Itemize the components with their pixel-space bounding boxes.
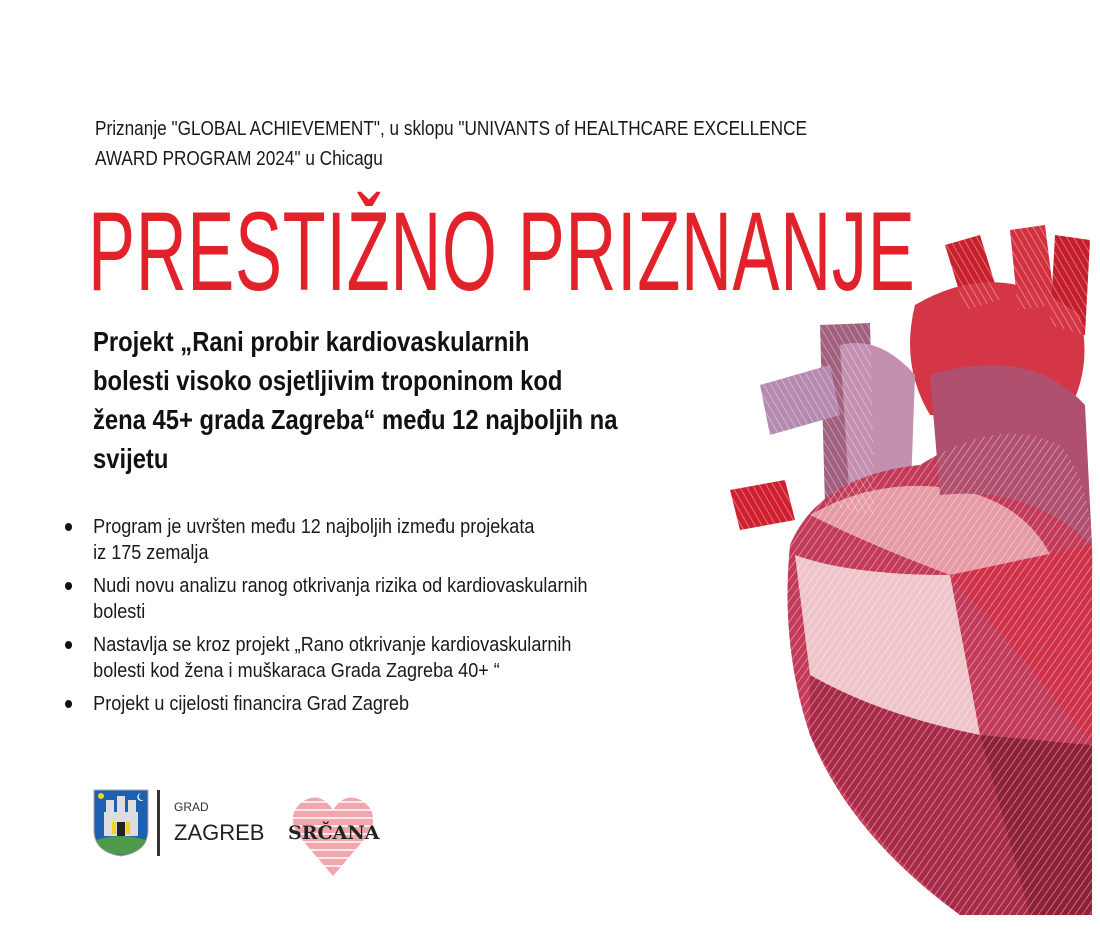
embroidered-heart-illustration [700,215,1095,915]
bullet-text: iz 175 zemalja [93,541,209,564]
subtitle-line: svijetu [93,443,169,474]
bullet-icon [65,641,72,649]
bullet-text: Nastavlja se kroz projekt „Rano otkrivanje kardiovaskularnih [93,633,572,656]
logo-zagreb-text: ZAGREB [174,820,265,845]
bullet-icon [65,700,72,708]
bullet-icon [65,523,72,531]
intro-line: Priznanje "GLOBAL ACHIEVEMENT", u sklopu "UNIVANTS of HEALTHCARE EXCELLENCE [95,118,807,140]
bullet-list [65,514,588,724]
award-intro [95,114,807,174]
bullet-text: Program je uvršten među 12 najboljih između projekata [93,515,535,538]
bullet-text: Projekt u cijelosti financira Grad Zagreb [93,692,410,715]
zagreb-coat-of-arms-icon [92,788,150,858]
list-item [65,573,588,625]
subtitle-line: bolesti visoko osjetljivim troponinom kod [93,365,563,396]
logo-grad-text: GRAD [174,800,209,814]
list-item [65,691,588,717]
list-item [65,514,588,566]
logos [92,788,412,888]
list-item [65,632,588,684]
logo-divider [157,790,160,856]
bullet-text: bolesti [93,600,146,623]
subtitle-line: žena 45+ grada Zagreba“ među 12 najboljih na [93,404,618,435]
subtitle-line: Projekt „Rani probir kardiovaskularnih [93,326,530,357]
bullet-text: bolesti kod žena i muškaraca Grada Zagreba 40+ “ [93,659,500,682]
project-subtitle [93,322,617,478]
srcana-logo-text: SRČANA [288,822,380,844]
page-title: PRESTIŽNO PRIZNANJE [88,189,916,314]
bullet-icon [65,582,72,590]
intro-line: AWARD PROGRAM 2024" u Chicagu [95,148,383,170]
bullet-text: Nudi novu analizu ranog otkrivanja rizika od kardiovaskularnih [93,574,588,597]
